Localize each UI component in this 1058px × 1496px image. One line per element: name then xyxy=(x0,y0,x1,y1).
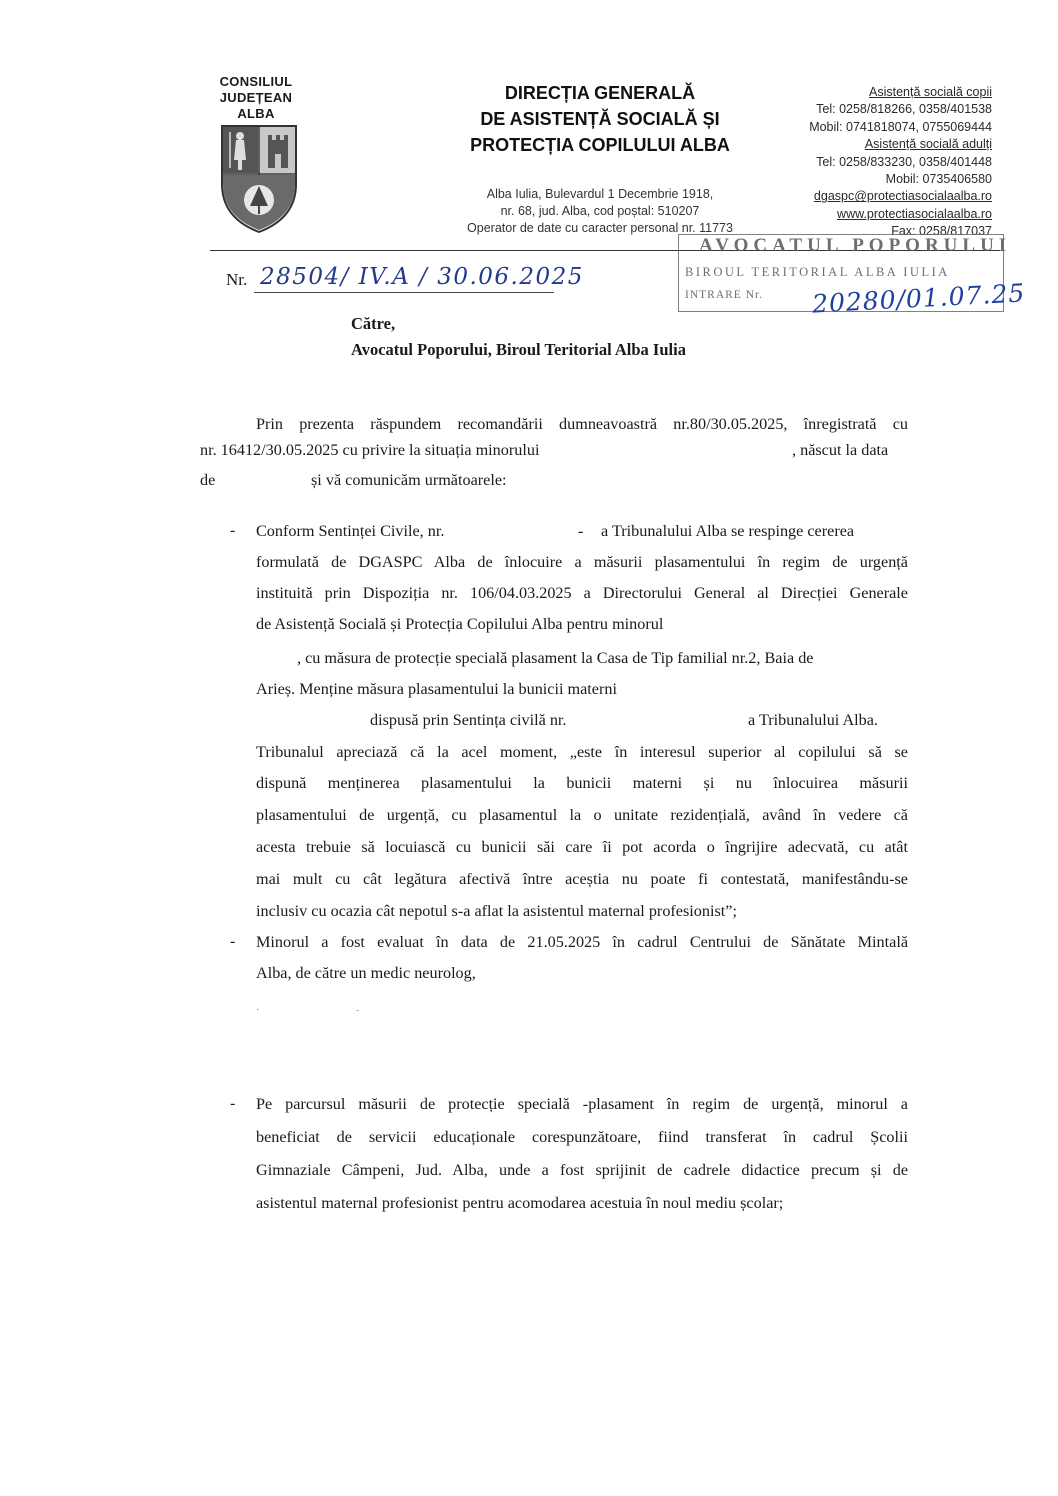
council-line: CONSILIUL xyxy=(219,74,293,89)
intro-line: , născut la data xyxy=(792,441,889,459)
council-line: JUDEȚEAN xyxy=(219,90,293,105)
address-line: Operator de date cu caracter personal nr. 11773 xyxy=(467,221,733,235)
item-line: dispusă prin Sentința civilă nr. xyxy=(370,711,567,729)
fax-number: Fax: 0258/817037 xyxy=(891,224,992,239)
title-line: DE ASISTENȚĂ SOCIALĂ ȘI xyxy=(480,109,720,129)
bullet-dash: - xyxy=(230,1095,236,1112)
bullet-dash: - xyxy=(230,933,236,950)
addressee-name: Avocatul Poporului, Biroul Teritorial Alba Iulia xyxy=(351,340,686,359)
county-coat-of-arms-icon xyxy=(218,122,300,236)
registration-prefix: Nr. xyxy=(226,270,248,289)
item-line: plasamentului de urgență, cu plasamentul la o unitate rezidențială, având în vedere că xyxy=(256,806,908,824)
item-line: mai mult cu cât legătura afectivă între aceștia nu poate fi contestată, manifestându-se xyxy=(256,870,908,888)
website-link[interactable]: www.protectiasocialaalba.ro xyxy=(837,206,992,221)
intro-line: nr. 16412/30.05.2025 cu privire la situația minorului xyxy=(200,441,540,459)
redaction-mark: - xyxy=(356,1005,360,1016)
item-line: Gimnaziale Câmpeni, Jud. Alba, unde a fost sprijinit de cadrele didactice precum și de xyxy=(256,1161,908,1179)
item-line: Conform Sentinței Civile, nr. xyxy=(256,522,445,540)
title-line: DIRECȚIA GENERALĂ xyxy=(504,83,696,103)
salutation: Către, xyxy=(351,314,396,333)
intro-line: și vă comunicăm următoarele: xyxy=(311,471,507,489)
item-line: instituită prin Dispoziția nr. 106/04.03.2025 a Directorului General al Direcției Generale xyxy=(256,584,908,602)
stamp-line-1: AVOCATUL POPORULUI xyxy=(699,235,1012,256)
stamp-handwritten-number: 20280/01.07.25 xyxy=(811,278,1026,319)
children-mobile: Mobil: 0741818074, 0755069444 xyxy=(809,119,992,134)
item-line: Arieș. Menține măsura plasamentului la bunicii materni xyxy=(256,680,617,698)
item-line: dispună menținerea plasamentului la bunicii materni și nu înlocuirea măsurii xyxy=(256,774,908,792)
item-line: Tribunalul apreciază că la acel moment, „este în interesul superior al copilului să se xyxy=(256,743,908,761)
item-line: de Asistență Socială și Protecția Copilului Alba pentru minorul xyxy=(256,615,664,633)
redaction-mark: · xyxy=(256,1005,260,1016)
registration-handwritten-number: 28504/ IV.A / 30.06.2025 xyxy=(260,264,584,290)
children-phone: Tel: 0258/818266, 0358/401538 xyxy=(816,102,992,117)
item-line: inclusiv cu ocazia cât nepotul s-a aflat la asistentul maternal profesionist”; xyxy=(256,902,737,920)
item-line: asistentul maternal profesionist pentru acomodarea acestuia în noul mediu școlar; xyxy=(256,1194,784,1212)
council-name xyxy=(208,74,304,122)
stamp-line-2: BIROUL TERITORIAL ALBA IULIA xyxy=(685,265,950,279)
item-line: beneficiat de servicii educaționale corespunzătoare, fiind transferat în cadrul Școlii xyxy=(256,1128,908,1146)
address-line: nr. 68, jud. Alba, cod poștal: 510207 xyxy=(500,204,700,218)
item-line: a Tribunalului Alba se respinge cererea xyxy=(601,522,855,540)
item-line: acesta trebuie să locuiască cu bunicii săi care îi pot acorda o îngrijire adecvată, cu atât xyxy=(256,838,908,856)
intro-line: de xyxy=(200,471,216,489)
address-line: Alba Iulia, Bulevardul 1 Decembrie 1918, xyxy=(486,187,714,201)
item-line: a Tribunalului Alba. xyxy=(748,711,878,729)
council-line: ALBA xyxy=(237,106,275,121)
children-assistance-label: Asistență socială copii xyxy=(869,85,992,99)
stamp-line-3: INTRARE Nr. xyxy=(685,289,764,301)
adults-assistance-label: Asistență socială adulți xyxy=(864,137,992,152)
title-line: PROTECȚIA COPILULUI ALBA xyxy=(470,135,730,155)
intro-line: Prin prezenta răspundem recomandării dumneavoastră nr.80/30.05.2025, înregistrată cu xyxy=(256,415,908,433)
organization-title xyxy=(440,80,760,158)
email-link[interactable]: dgaspc@protectiasocialaalba.ro xyxy=(813,189,992,204)
item-line: , cu măsura de protecție specială plasament la Casa de Tip familial nr.2, Baia de xyxy=(297,649,814,667)
adults-phone: Tel: 0258/833230, 0358/401448 xyxy=(816,154,992,169)
adults-mobile: Mobil: 0735406580 xyxy=(885,172,992,187)
item-line: Pe parcursul măsurii de protecție specială -plasament în regim de urgență, minorul a xyxy=(256,1095,908,1113)
organization-address xyxy=(440,186,760,237)
item-line: Alba, de către un medic neurolog, xyxy=(256,964,476,982)
redaction-mark: - xyxy=(578,522,584,540)
bullet-dash: - xyxy=(230,522,236,539)
item-line: Minorul a fost evaluat în data de 21.05.2025 în cadrul Centrului de Sănătate Mintală xyxy=(256,933,908,951)
registration-underline xyxy=(254,292,554,293)
contact-block xyxy=(752,84,992,241)
item-line: formulată de DGASPC Alba de înlocuire a măsurii plasamentului în regim de urgență xyxy=(256,553,908,571)
